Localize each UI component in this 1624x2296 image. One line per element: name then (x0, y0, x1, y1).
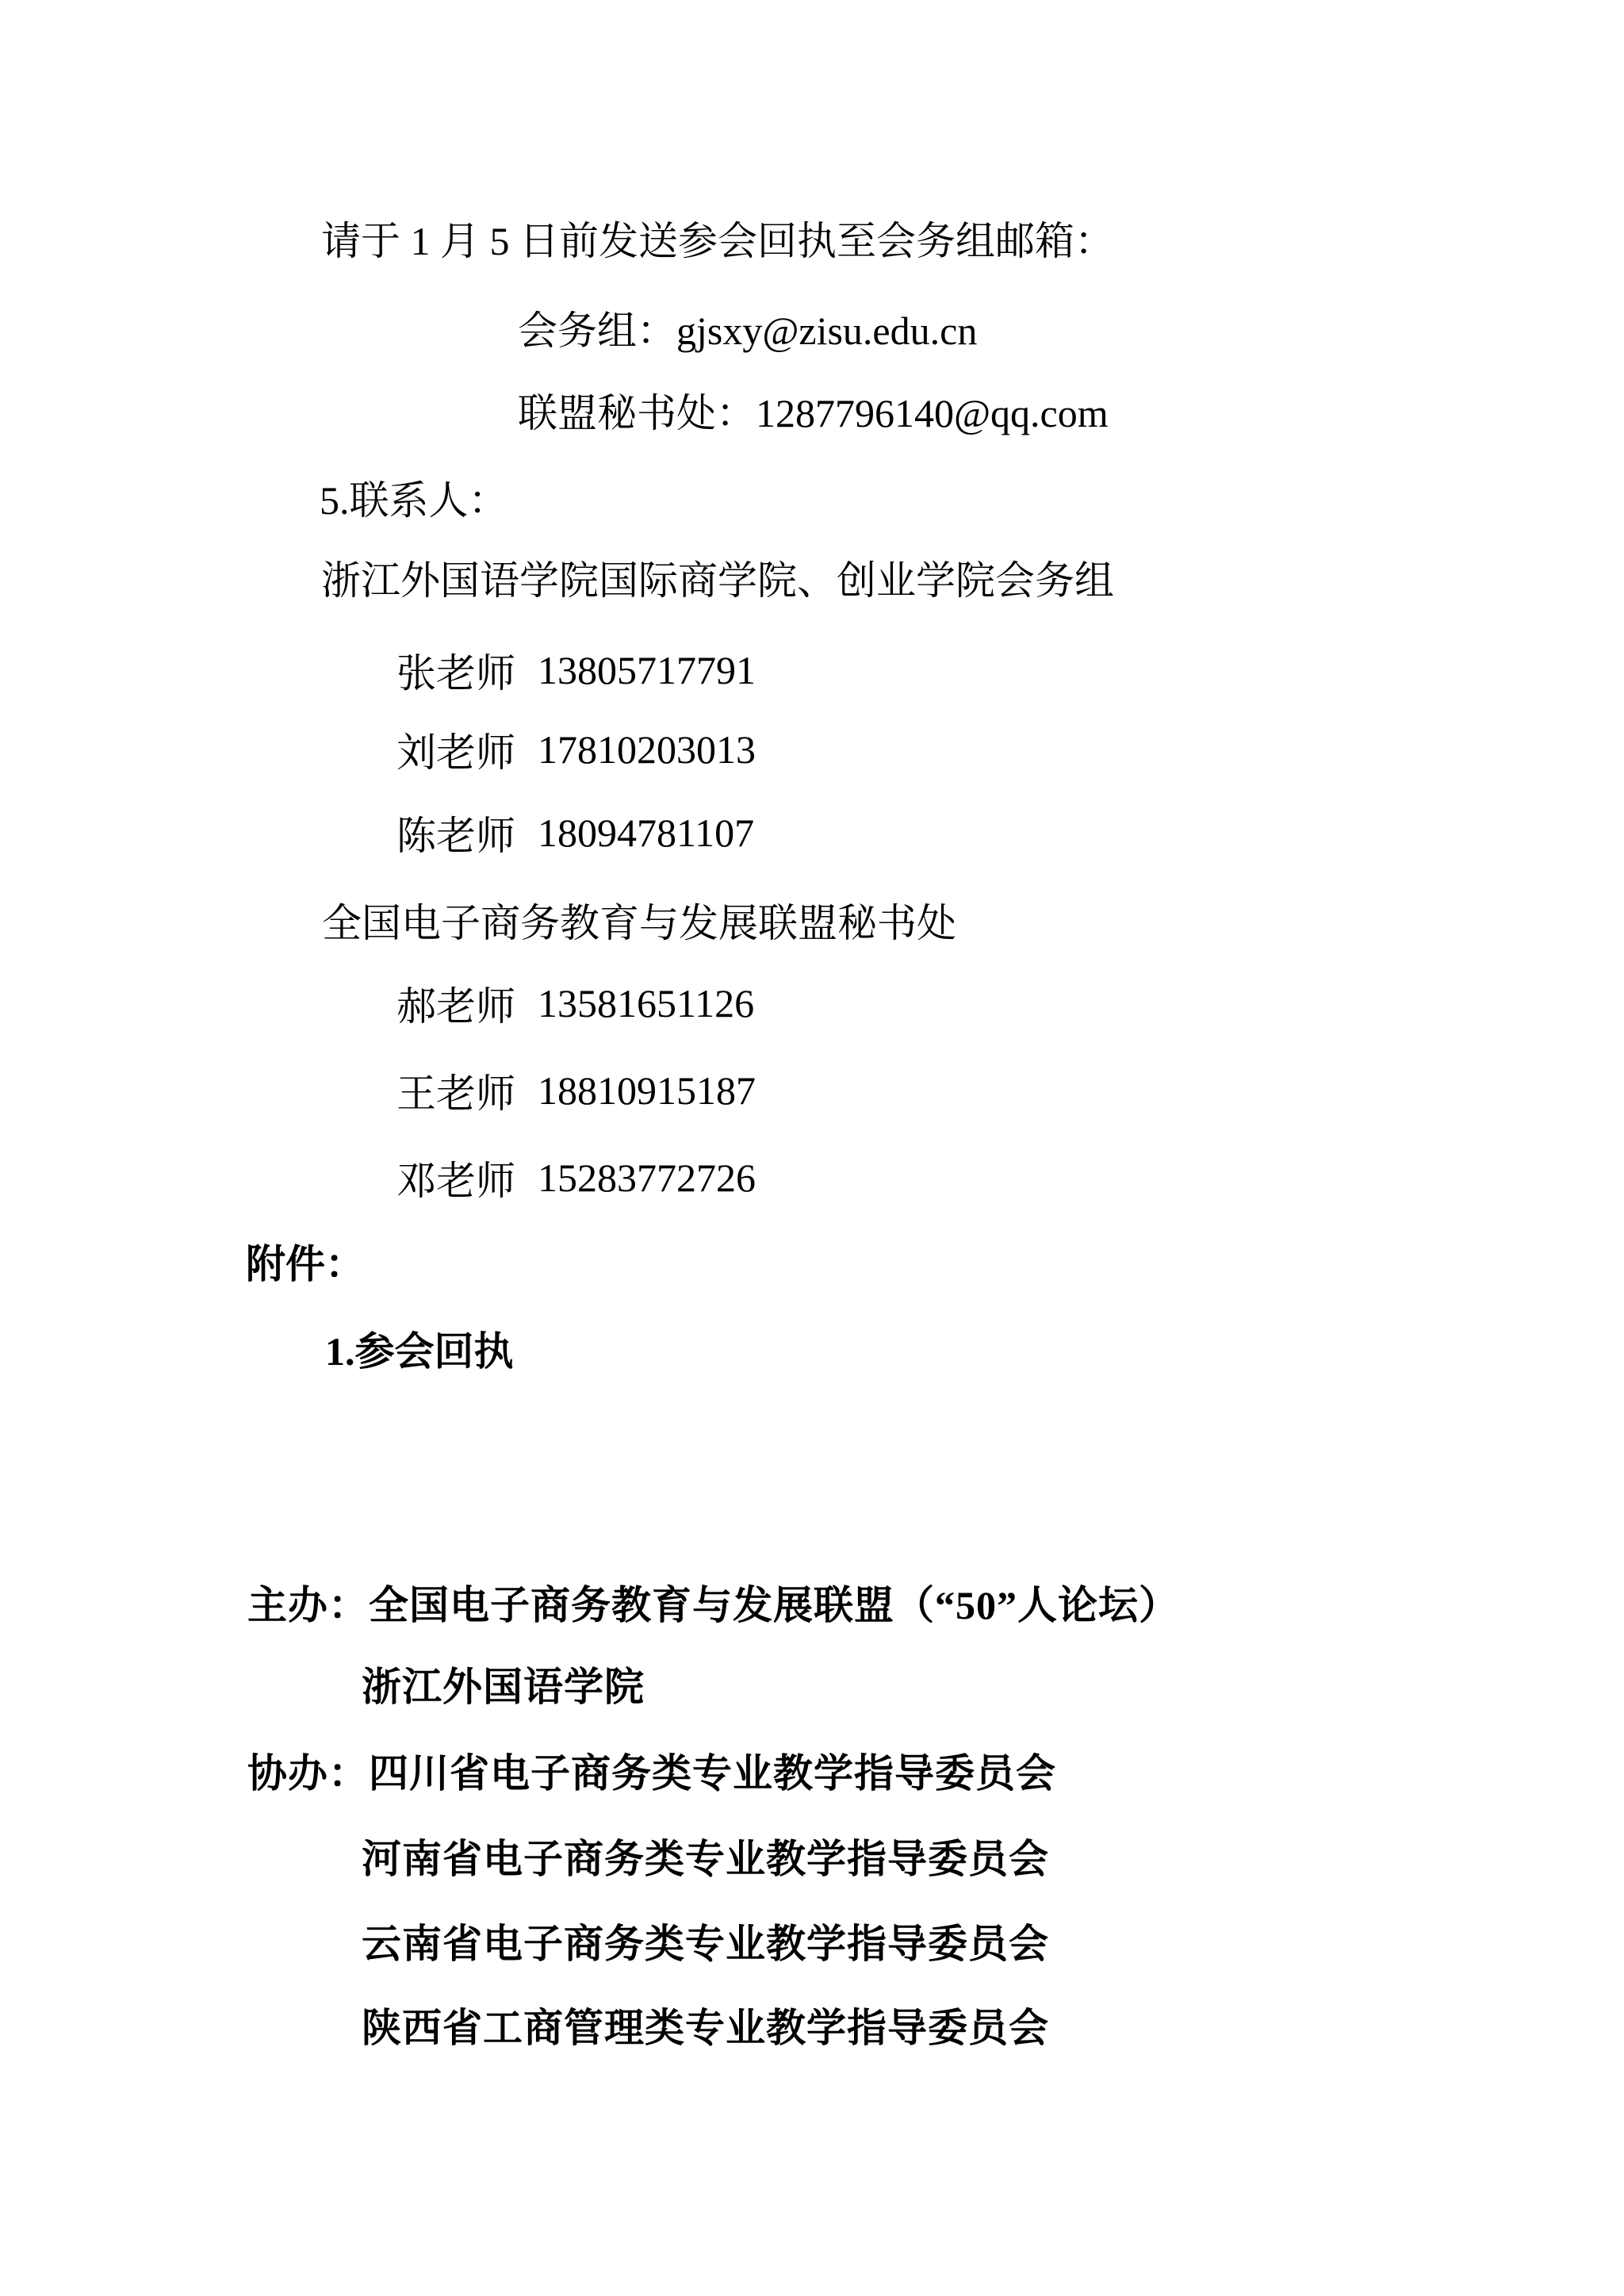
co-organizer-name: 云南省电子商务类专业教学指导委员会 (362, 1922, 1049, 1966)
contact-phone: 17810203013 (538, 727, 756, 772)
co-organizer-name: 河南省电子商务类专业教学指导委员会 (362, 1837, 1049, 1881)
organizer-line (247, 1573, 1179, 1631)
contact-name: 王老师 (396, 1071, 515, 1116)
contact-phone: 18810915187 (538, 1068, 756, 1113)
co-organizer-line (362, 1912, 1049, 1969)
co-organizer-line (247, 1742, 1056, 1799)
contact-name: 邓老师 (396, 1159, 515, 1203)
contact-name: 刘老师 (396, 730, 515, 775)
secretariat-email-line (518, 381, 1109, 439)
contact-group2-title-text: 全国电子商务教育与发展联盟秘书处 (322, 901, 956, 945)
organizer-name: 全国电子商务教育与发展联盟（“50”人论坛） (369, 1583, 1179, 1627)
contact-line (396, 804, 754, 861)
contacts-heading-text: 5.联系人： (320, 478, 508, 523)
contact-line (396, 1149, 756, 1206)
contact-group2-title (322, 891, 956, 949)
co-organizer-line (362, 1827, 1049, 1884)
contact-name: 张老师 (396, 651, 515, 696)
conference-email-text: 会务组：gjsxy@zisu.edu.cn (518, 309, 978, 353)
co-organizer-label: 协办： (247, 1751, 369, 1796)
co-organizer-line (362, 1996, 1049, 2053)
contact-name: 郝老师 (396, 984, 515, 1029)
contact-phone: 13581651126 (538, 981, 755, 1025)
co-organizer-name: 陕西省工商管理类专业教学指导委员会 (362, 2006, 1049, 2050)
contact-line (396, 1062, 756, 1119)
contact-phone: 18094781107 (538, 811, 755, 855)
organizer-line (362, 1655, 645, 1712)
organizer-name: 浙江外国语学院 (362, 1665, 645, 1709)
contacts-heading (320, 469, 508, 526)
attachment-heading (246, 1232, 365, 1290)
organizer-label: 主办： (247, 1583, 369, 1627)
contact-name: 陈老师 (396, 814, 515, 858)
contact-line (396, 721, 756, 778)
deadline-note (321, 209, 1114, 266)
attachment-heading-text: 附件： (246, 1242, 365, 1286)
contact-line (396, 642, 756, 699)
secretariat-email-text: 联盟秘书处：1287796140@qq.com (518, 391, 1109, 435)
contact-line (396, 975, 754, 1032)
deadline-note-text: 请于 1 月 5 日前发送参会回执至会务组邮箱： (321, 219, 1114, 263)
contact-phone: 13805717791 (538, 648, 756, 692)
attachment-item (325, 1320, 514, 1377)
co-organizer-name: 四川省电子商务类专业教学指导委员会 (369, 1751, 1056, 1796)
attachment-item-text: 1.参会回执 (325, 1329, 514, 1374)
contact-phone: 15283772726 (538, 1156, 756, 1200)
conference-email-line (518, 299, 977, 356)
contact-group1-title (321, 549, 1114, 606)
contact-group1-title-text: 浙江外国语学院国际商学院、创业学院会务组 (321, 558, 1114, 603)
